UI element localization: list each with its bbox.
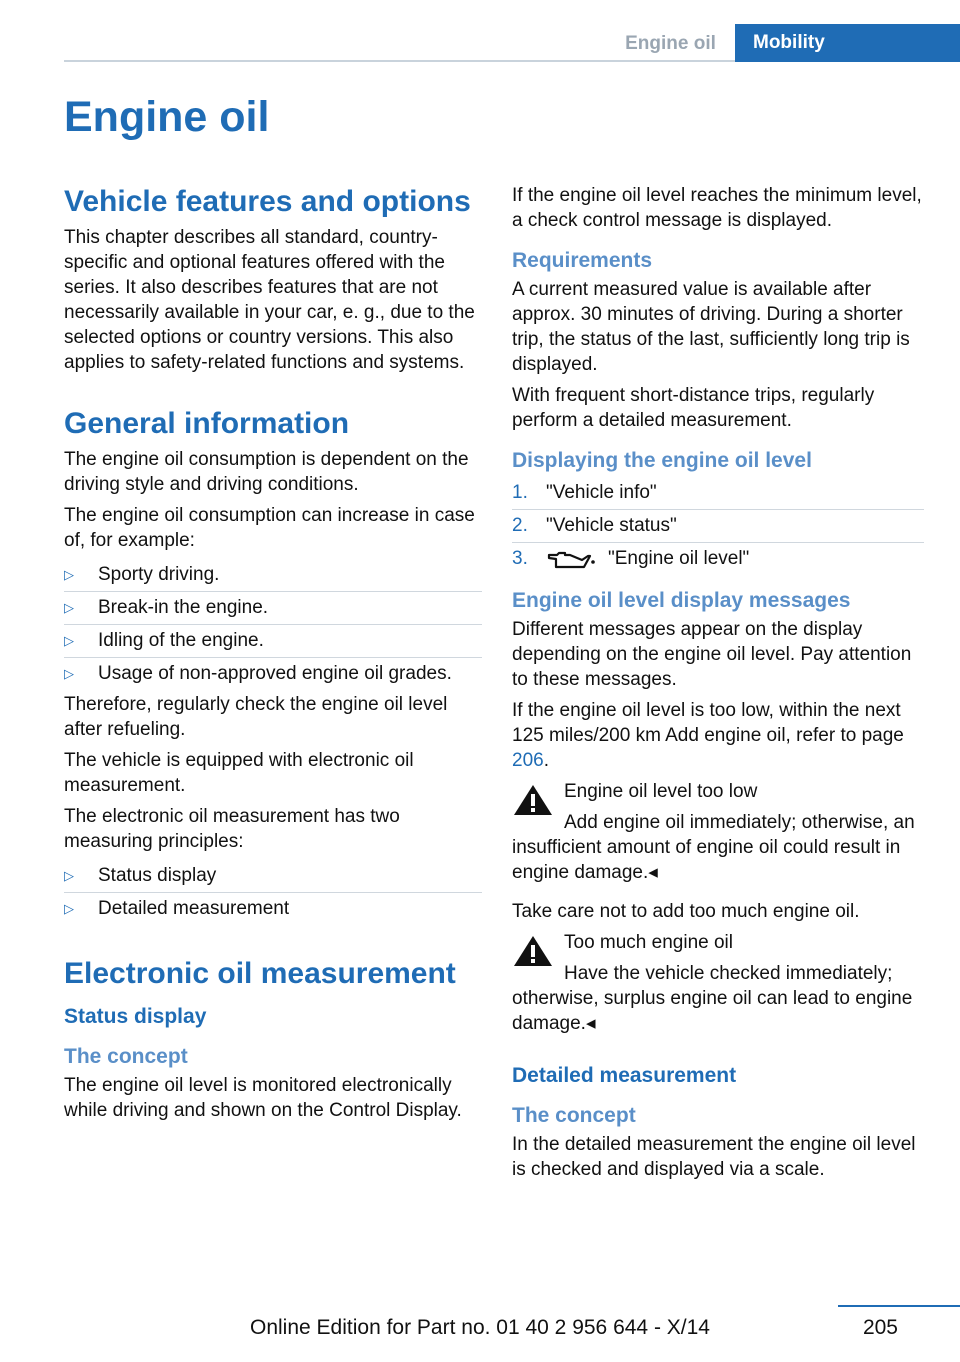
footer-rule [838,1305,960,1307]
requirements-text-1: A current measured value is available after approx. 30 minutes of driving. During a shorter trip, the status of the last, sufficiently long trip is displayed. [512,279,910,375]
vehicle-features-heading: Vehicle features and options [64,185,471,218]
concept-text: In the detailed measurement the engine oil level is checked and displayed via a scale. [512,1134,916,1180]
list-item-text: Idling of the engine. [98,630,264,651]
list-item [512,543,924,575]
display-messages-heading: Engine oil level display messages [512,589,851,612]
step-text: "Vehicle status" [546,515,677,536]
detailed-measurement-heading: Detailed measurement [512,1064,737,1087]
header-chapter-tab[interactable]: Mobility [735,24,960,62]
list-item [64,592,482,625]
list-item-text: Status display [98,865,217,886]
messages-text-1: Different messages appear on the display depending on the engine oil level. Pay attention to these messages. [512,619,912,690]
requirements-heading: Requirements [512,249,653,272]
messages-text-3: Take care not to add too much engine oil. [512,901,860,922]
vehicle-features-text: This chapter describes all standard, country-specific and optional features offered with the series. It also describes features that are not necessarily available in your car, e. g., due to the selected options or country versions. This also applies to safety-related functions and systems. [64,227,475,373]
warning-triangle-icon [512,934,554,968]
minimum-level-text: If the engine oil level reaches the minimum level, a check control message is displayed. [512,185,922,231]
bullet-triangle-icon: ▷ [64,600,74,615]
bullet-triangle-icon: ▷ [64,901,74,916]
list-item [512,510,924,543]
footer-edition: Online Edition for Part no. 01 40 2 956 644 - X/14 [250,1316,710,1339]
general-paragraph-2: The engine oil consumption can increase in case of, for example: [64,505,475,551]
page-title: Engine oil [64,93,270,141]
oil-can-icon [546,546,600,571]
bullet-triangle-icon: ▷ [64,633,74,648]
step-number: 1. [512,482,528,503]
page-206-link[interactable]: 206 [512,750,544,771]
step-text: "Engine oil level" [608,548,750,569]
measuring-principles-list [64,860,482,925]
general-paragraph-5: The electronic oil measurement has two measuring principles: [64,806,400,852]
page-number: 205 [862,1316,898,1339]
messages-text-2 [512,698,924,773]
list-item-text: Sporty driving. [98,564,220,585]
list-item-text: Break-in the engine. [98,597,269,618]
list-item [64,658,482,690]
requirements-text-2: With frequent short-distance trips, regularly perform a detailed measurement. [512,385,875,431]
header-section-tab[interactable]: Engine oil [625,33,716,54]
warning-text: Add engine oil immediately; otherwise, an insufficient amount of engine oil could result in engine damage.◂ [512,812,915,883]
list-item [64,893,482,925]
list-item [64,625,482,658]
warning-text: Have the vehicle checked immediately; otherwise, surplus engine oil can lead to engine damage.◂ [512,963,913,1034]
list-item [512,477,924,510]
list-item-text: Usage of non-approved engine oil grades. [98,663,452,684]
consumption-factors-list [64,559,482,690]
list-item [64,860,482,893]
warning-box [512,779,924,891]
messages-text-2-start: If the engine oil level is too low, within the next 125 miles/200 km Add engine oil, refer to page [512,700,904,746]
concept-text: The engine oil level is monitored electronically while driving and shown on the Control Display. [64,1075,462,1121]
display-steps-list [512,477,924,575]
general-information-heading: General information [64,407,350,440]
warning-title: Engine oil level too low [564,781,758,802]
list-item-text: Detailed measurement [98,898,290,919]
warning-box [512,930,924,1042]
messages-text-2-end: . [543,750,549,771]
warning-triangle-icon [512,783,554,817]
right-column [512,183,924,1188]
general-paragraph-3: Therefore, regularly check the engine oil level after refueling. [64,694,448,740]
left-column [64,183,482,1129]
general-paragraph-1: The engine oil consumption is dependent on the driving style and driving conditions. [64,449,469,495]
bullet-triangle-icon: ▷ [64,666,74,681]
step-number: 3. [512,548,528,569]
general-paragraph-4: The vehicle is equipped with electronic oil measurement. [64,750,414,796]
displaying-level-heading: Displaying the engine oil level [512,449,812,472]
status-display-heading: Status display [64,1005,207,1028]
step-number: 2. [512,515,528,536]
electronic-measurement-heading: Electronic oil measurement [64,957,456,990]
step-text: "Vehicle info" [546,482,657,503]
bullet-triangle-icon: ▷ [64,567,74,582]
concept-heading: The concept [64,1045,188,1068]
bullet-triangle-icon: ▷ [64,868,74,883]
warning-title: Too much engine oil [564,932,733,953]
list-item [64,559,482,592]
concept-heading: The concept [512,1104,636,1127]
